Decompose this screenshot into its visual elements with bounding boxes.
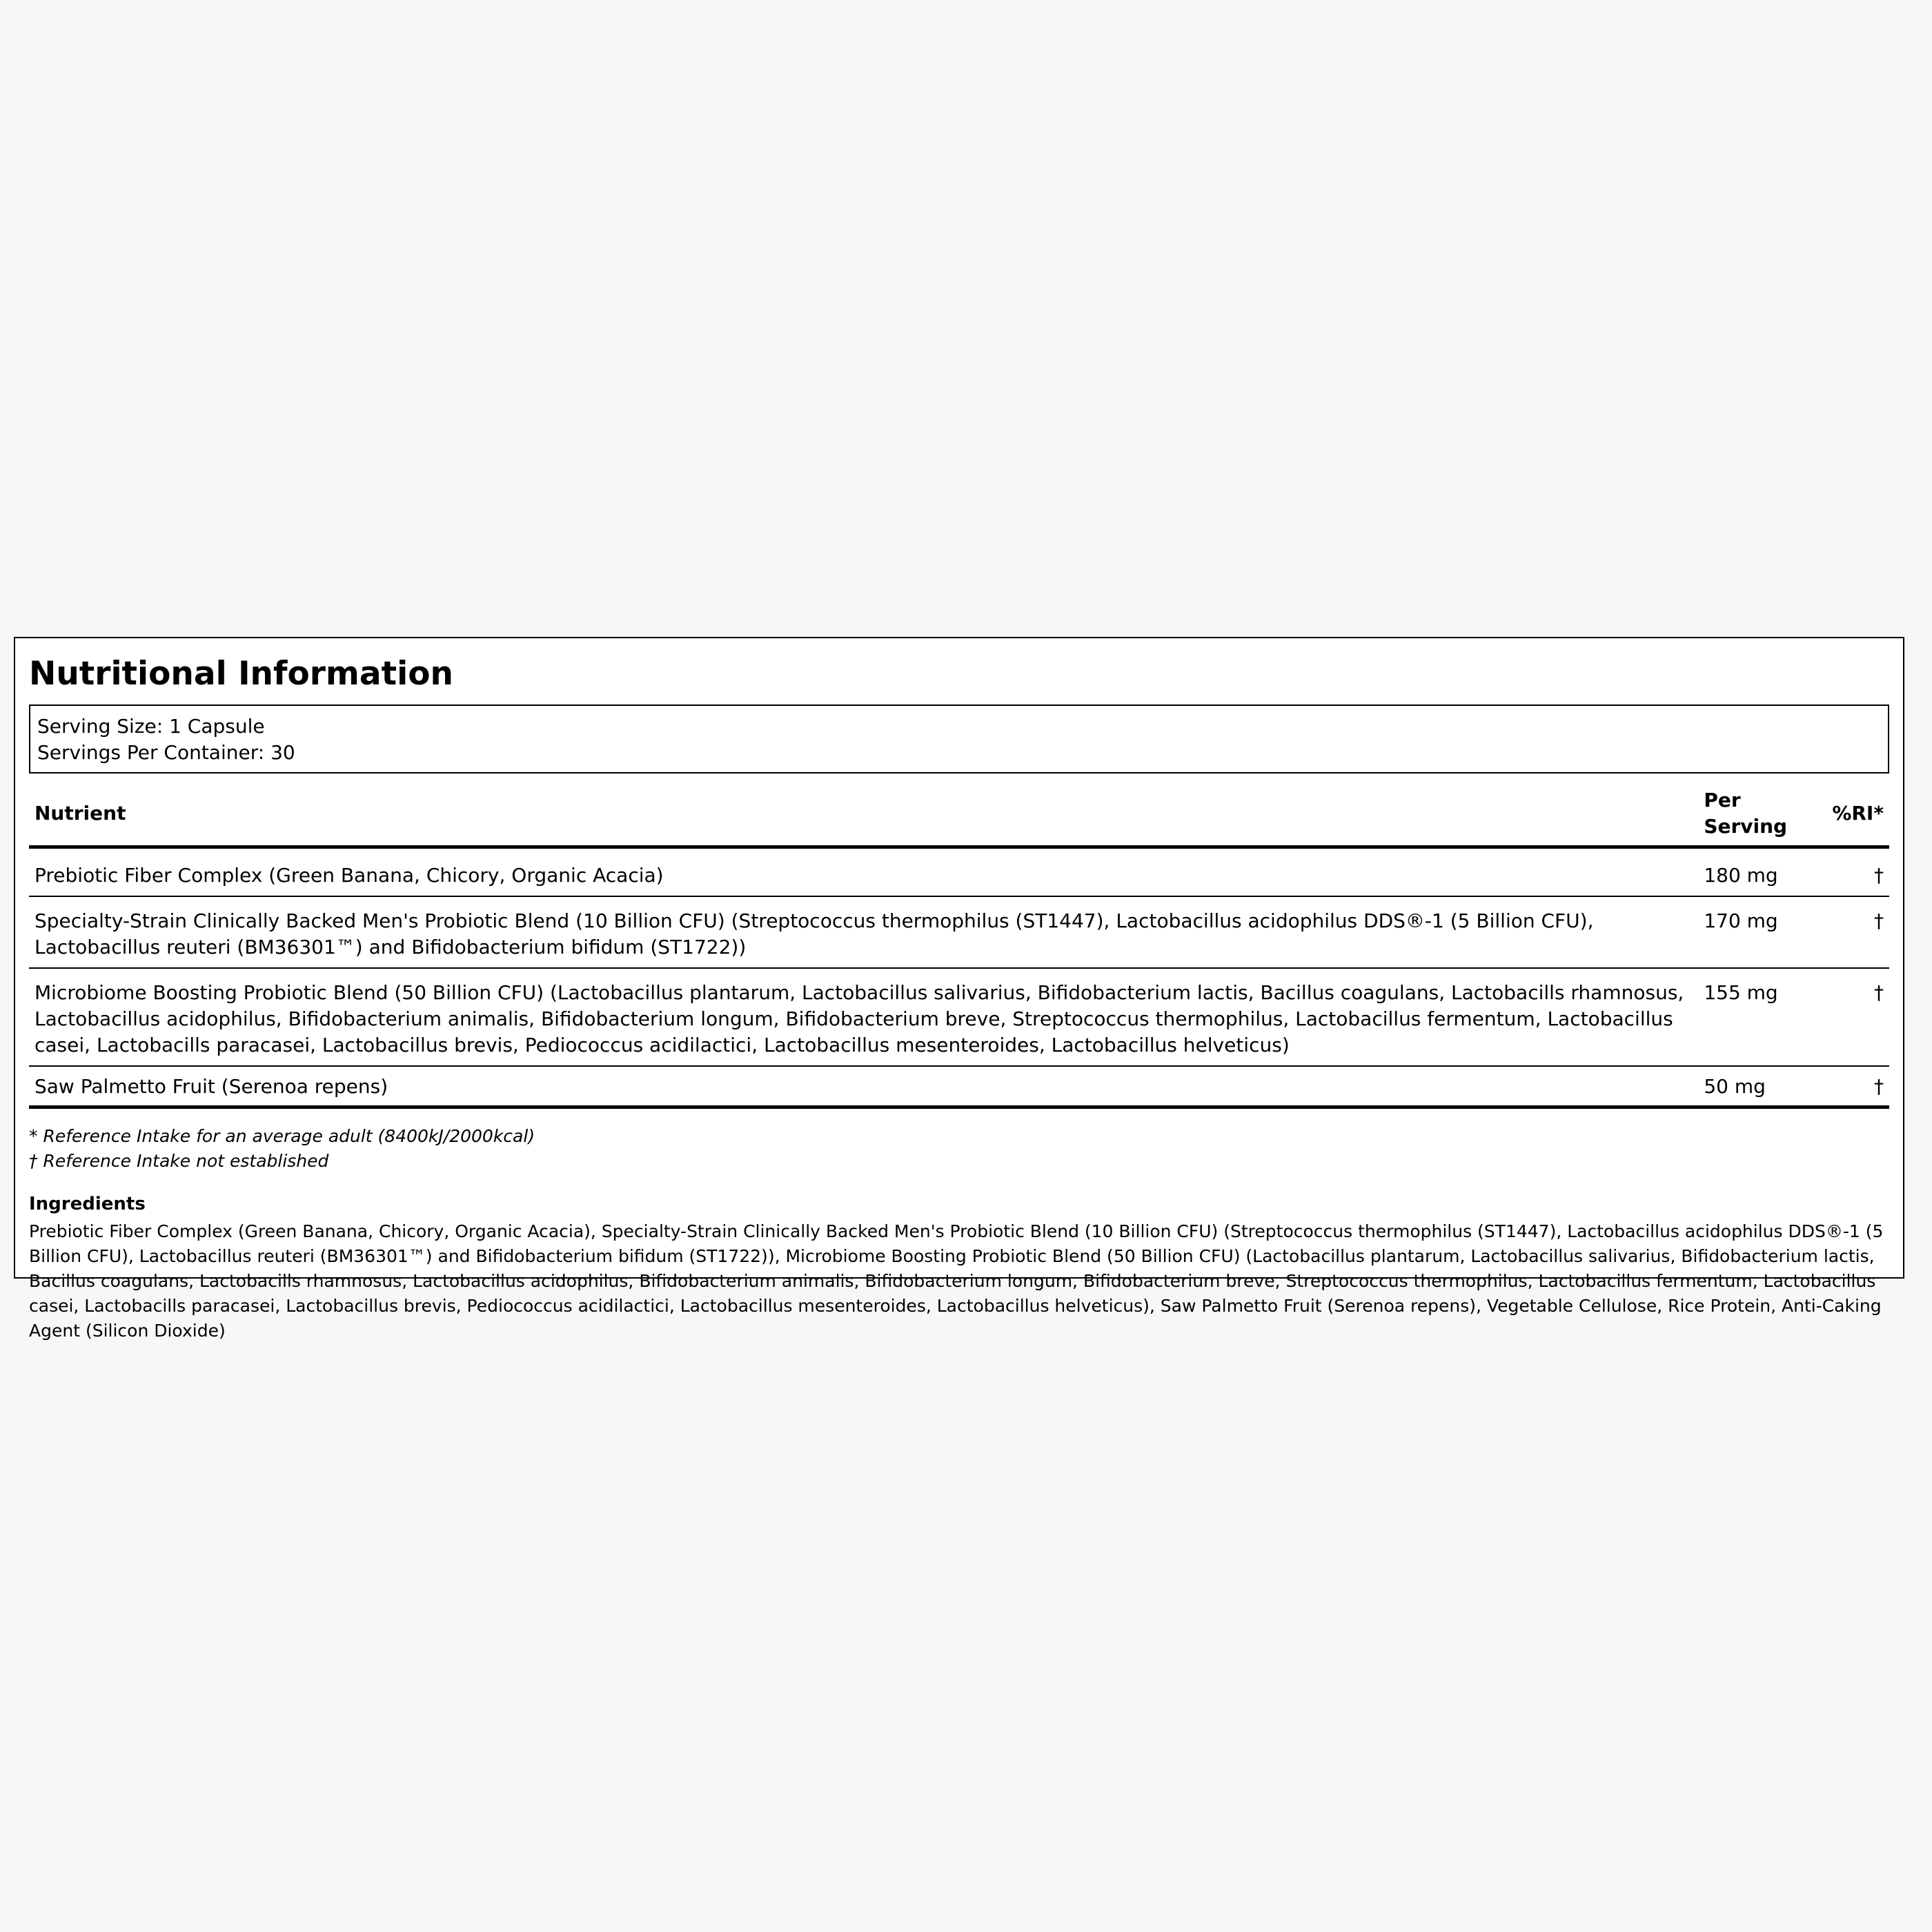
nutrition-panel bbox=[14, 637, 1904, 1341]
table-row bbox=[29, 968, 1889, 1066]
header-ri: %RI* bbox=[1826, 787, 1889, 847]
header-per-serving: Per Serving bbox=[1698, 787, 1826, 847]
header-nutrient: Nutrient bbox=[29, 787, 1698, 847]
footnotes bbox=[29, 1124, 1889, 1174]
nutrient-ri: † bbox=[1826, 896, 1889, 968]
nutrient-ri: † bbox=[1826, 847, 1889, 897]
footnote-reference-intake: * Reference Intake for an average adult (8400kJ/2000kcal) bbox=[29, 1126, 535, 1146]
nutrient-ri: † bbox=[1826, 1066, 1889, 1107]
serving-info-box bbox=[29, 704, 1889, 773]
serving-size: Serving Size: 1 Capsule bbox=[37, 715, 265, 738]
nutrient-amount: 50 mg bbox=[1698, 1066, 1826, 1107]
table-row bbox=[29, 896, 1889, 968]
nutrient-amount: 180 mg bbox=[1698, 847, 1826, 897]
ingredients-heading: Ingredients bbox=[29, 1194, 146, 1214]
nutrient-name: Saw Palmetto Fruit (Serenoa repens) bbox=[29, 1066, 1698, 1107]
nutrient-name: Microbiome Boosting Probiotic Blend (50 Billion CFU) (Lactobacillus plantarum, Lactobacillus salivarius, Bifidobacterium lactis, Bacillus coagulans, Lactobacills rhamnosus, Lactobacillus acidophilus, Bifidobacterium animalis, Bifidobacterium longum, Bifidobacterium breve, Streptococcus thermophilus, Lactobacillus fermentum, Lactobacillus casei, Lactobacills paracasei, Lactobacillus brevis, Pediococcus acidilactici, Lactobacillus mesenteroides, Lactobacillus helveticus) bbox=[29, 968, 1698, 1066]
panel-title: Nutritional Information bbox=[29, 655, 453, 693]
nutrient-ri: † bbox=[1826, 968, 1889, 1066]
servings-per-container: Servings Per Container: 30 bbox=[37, 741, 295, 764]
ingredients-text: Prebiotic Fiber Complex (Green Banana, Chicory, Organic Acacia), Specialty-Strain Clinically Backed Men's Probiotic Blend (10 Billion CFU) (Streptococcus thermophilus (ST1447), Lactobacillus acidophilus DDS®-1 (5 Billion CFU), Lactobacillus reuteri (BM36301™) and Bifidobacterium bifidum (ST1722)), Microbiome Boosting Probiotic Blend (50 Billion CFU) (Lactobacillus plantarum, Lactobacillus salivarius, Bifidobacterium lactis, Bacillus coagulans, Lactobacills rhamnosus, Lactobacillus acidophilus, Bifidobacterium animalis, Bifidobacterium longum, Bifidobacterium breve, Streptococcus thermophilus, Lactobacillus fermentum, Lactobacillus casei, Lactobacills paracasei, Lactobacillus brevis, Pediococcus acidilactici, Lactobacillus mesenteroides, Lactobacillus helveticus), Saw Palmetto Fruit (Serenoa repens), Vegetable Cellulose, Rice Protein, Anti-Caking Agent (Silicon Dioxide) bbox=[29, 1221, 1884, 1341]
nutrient-table bbox=[29, 787, 1889, 1109]
table-row bbox=[29, 847, 1889, 897]
table-row bbox=[29, 1066, 1889, 1107]
footnote-not-established: † Reference Intake not established bbox=[29, 1151, 329, 1171]
nutrient-amount: 170 mg bbox=[1698, 896, 1826, 968]
nutrient-amount: 155 mg bbox=[1698, 968, 1826, 1066]
nutrient-name: Prebiotic Fiber Complex (Green Banana, Chicory, Organic Acacia) bbox=[29, 847, 1698, 897]
table-header-row bbox=[29, 787, 1889, 847]
nutrient-name: Specialty-Strain Clinically Backed Men's Probiotic Blend (10 Billion CFU) (Streptococcus thermophilus (ST1447), Lactobacillus acidophilus DDS®-1 (5 Billion CFU), Lactobacillus reuteri (BM36301™) and Bifidobacterium bifidum (ST1722)) bbox=[29, 896, 1698, 968]
